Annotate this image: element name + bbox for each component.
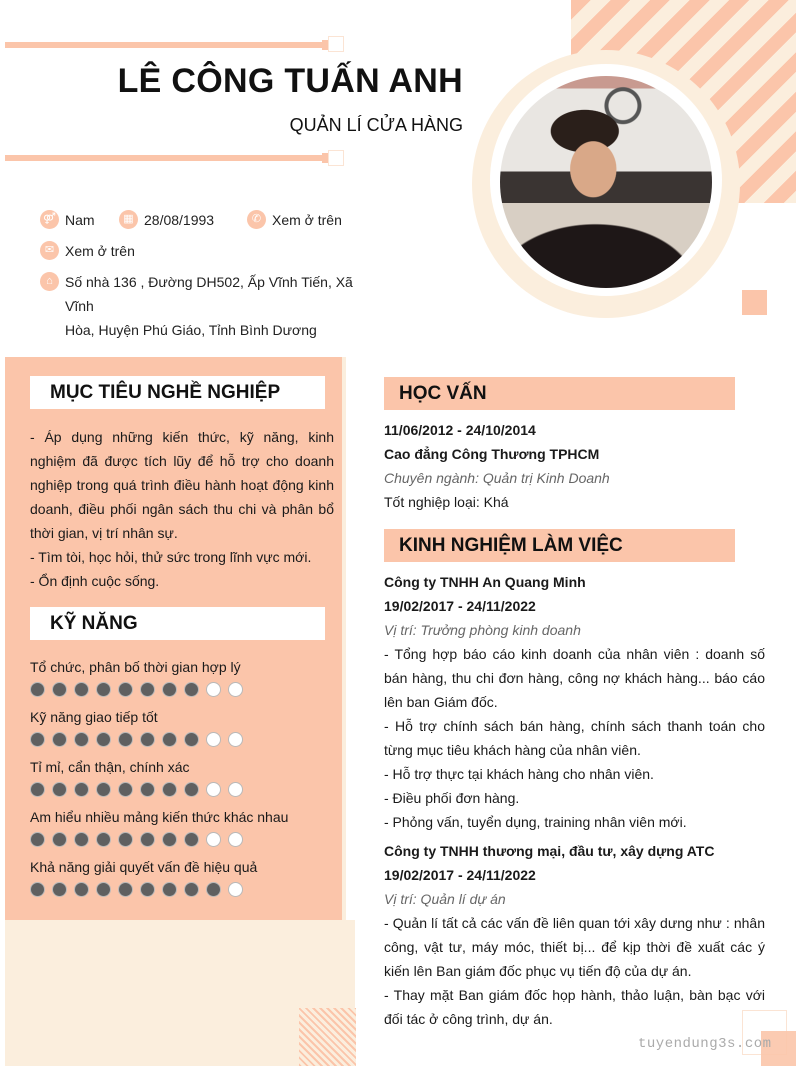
job-position: Vị trí: Quản lí dự án <box>384 891 506 907</box>
rating-dot-filled <box>140 782 155 797</box>
job-period: 19/02/2017 - 24/11/2022 <box>384 598 536 614</box>
rating-dot-filled <box>52 782 67 797</box>
education-major: Chuyên ngành: Quản trị Kinh Doanh <box>384 470 610 486</box>
avatar-photo <box>500 76 712 288</box>
education-school: Cao đẳng Công Thương TPHCM <box>384 446 600 462</box>
rating-dot-filled <box>74 732 89 747</box>
header-line-bottom <box>5 155 323 161</box>
rating-dot-filled <box>30 782 45 797</box>
rating-dot-filled <box>30 882 45 897</box>
job-title: QUẢN LÍ CỬA HÀNG <box>289 115 463 135</box>
skill-name: Kỹ năng giao tiếp tốt <box>30 709 158 725</box>
contact-gender <box>40 210 95 232</box>
rating-dot-filled <box>30 832 45 847</box>
rating-dot-empty <box>206 732 221 747</box>
job-duty: - Quản lí tất cả các vấn đề liên quan tới xây dưng như : nhân công, vật tư, máy móc, thiết bị... để kịp thời đề xuất các ý kiến lên Ban giám đốc phục vụ tiến độ của dự án. <box>384 915 765 979</box>
skill-item <box>30 757 330 797</box>
objective-paragraph: - Áp dụng những kiến thức, kỹ năng, kinh nghiệm đã được tích lũy để hỗ trợ cho doanh nghiệp trong quá trình điều hành hoạt động kinh doanh, điều phối ngân sách thu chi và phân bổ thời gian, vị trí nhân sự. <box>30 429 334 541</box>
experience-entry <box>384 570 765 834</box>
objective-paragraph: - Tìm tòi, học hỏi, thử sức trong lĩnh vực mới. <box>30 549 312 565</box>
skill-item <box>30 857 330 897</box>
address-line-1: Số nhà 136 , Đường DH502, Ấp Vĩnh Tiến, Xã Vĩnh <box>65 274 353 314</box>
rating-dot-filled <box>74 832 89 847</box>
rating-dot-filled <box>118 682 133 697</box>
rating-dot-filled <box>74 782 89 797</box>
rating-dot-filled <box>162 882 177 897</box>
skills-heading: KỸ NĂNG <box>30 607 325 640</box>
rating-dot-filled <box>140 832 155 847</box>
rating-dot-filled <box>118 732 133 747</box>
job-duty: - Hỗ trợ thực tại khách hàng cho nhân viên. <box>384 766 654 782</box>
email-icon: ✉ <box>40 241 59 260</box>
rating-dot-filled <box>30 732 45 747</box>
job-position: Vị trí: Trưởng phòng kinh doanh <box>384 622 581 638</box>
skill-rating <box>30 882 330 897</box>
education-entry <box>384 418 765 514</box>
job-duty: - Tổng hợp báo cáo kinh doanh của nhân viên : doanh số bán hàng, thu chi đơn hàng, công nợ khách hàng... báo cáo lên ban Giám đốc. <box>384 646 765 710</box>
skill-name: Tỉ mỉ, cẩn thận, chính xác <box>30 759 190 775</box>
objective-paragraph: - Ổn định cuộc sống. <box>30 573 160 589</box>
job-duty: - Điều phối đơn hàng. <box>384 790 520 806</box>
rating-dot-empty <box>228 832 243 847</box>
rating-dot-filled <box>184 832 199 847</box>
rating-dot-filled <box>184 882 199 897</box>
birthday-value: 28/08/1993 <box>144 212 215 228</box>
phone-value: Xem ở trên <box>272 212 342 228</box>
rating-dot-filled <box>162 782 177 797</box>
rating-dot-filled <box>184 732 199 747</box>
rating-dot-filled <box>162 832 177 847</box>
header-line-bottom-box <box>328 150 344 166</box>
rating-dot-filled <box>30 682 45 697</box>
skill-item <box>30 657 330 697</box>
rating-dot-filled <box>206 882 221 897</box>
job-company: Công ty TNHH An Quang Minh <box>384 574 586 590</box>
hatch-decoration <box>299 1008 356 1066</box>
rating-dot-filled <box>52 682 67 697</box>
rating-dot-filled <box>162 682 177 697</box>
rating-dot-filled <box>118 782 133 797</box>
education-period: 11/06/2012 - 24/10/2014 <box>384 422 536 438</box>
job-duty: - Hỗ trợ chính sách bán hàng, chính sách thanh toán cho từng mục tiêu khách hàng của nhân viên. <box>384 718 765 758</box>
rating-dot-empty <box>228 682 243 697</box>
skill-item <box>30 807 330 847</box>
rating-dot-filled <box>140 882 155 897</box>
rating-dot-empty <box>206 682 221 697</box>
job-period: 19/02/2017 - 24/11/2022 <box>384 867 536 883</box>
contact-address <box>40 272 380 342</box>
rating-dot-filled <box>118 832 133 847</box>
rating-dot-filled <box>52 732 67 747</box>
rating-dot-filled <box>74 882 89 897</box>
gender-icon: ⚤ <box>40 210 59 229</box>
rating-dot-filled <box>184 682 199 697</box>
rating-dot-filled <box>96 732 111 747</box>
skill-name: Khả năng giải quyết vấn đề hiệu quả <box>30 859 258 875</box>
skill-rating <box>30 832 330 847</box>
job-duty: - Thay mặt Ban giám đốc họp hành, thảo luận, bàn bạc với đối tác ở công trình, dự án. <box>384 987 765 1027</box>
job-duty: - Phỏng vấn, tuyển dụng, training nhân viên mới. <box>384 814 687 830</box>
rating-dot-empty <box>228 732 243 747</box>
skill-rating <box>30 782 330 797</box>
skill-rating <box>30 682 330 697</box>
watermark: tuyendung3s.com <box>638 1036 772 1052</box>
experience-heading: KINH NGHIỆM LÀM VIỆC <box>384 529 735 562</box>
home-icon: ⌂ <box>40 272 59 291</box>
skill-name: Am hiểu nhiều mảng kiến thức khác nhau <box>30 809 289 825</box>
rating-dot-empty <box>206 832 221 847</box>
email-value: Xem ở trên <box>65 243 135 259</box>
skill-name: Tổ chức, phân bố thời gian hợp lý <box>30 659 241 675</box>
rating-dot-filled <box>52 832 67 847</box>
rating-dot-filled <box>52 882 67 897</box>
objective-heading: MỤC TIÊU NGHỀ NGHIỆP <box>30 376 325 409</box>
rating-dot-empty <box>206 782 221 797</box>
rating-dot-empty <box>228 782 243 797</box>
square-decoration <box>742 290 767 315</box>
experience-entry <box>384 839 765 1031</box>
phone-icon: ✆ <box>247 210 266 229</box>
rating-dot-filled <box>184 782 199 797</box>
rating-dot-filled <box>74 682 89 697</box>
rating-dot-filled <box>162 732 177 747</box>
rating-dot-filled <box>96 782 111 797</box>
address-line-2: Hòa, Huyện Phú Giáo, Tỉnh Bình Dương <box>65 322 317 338</box>
rating-dot-filled <box>96 882 111 897</box>
rating-dot-filled <box>96 832 111 847</box>
rating-dot-filled <box>118 882 133 897</box>
contact-phone <box>247 210 342 232</box>
candidate-name: LÊ CÔNG TUẤN ANH <box>117 62 463 100</box>
skill-item <box>30 707 330 747</box>
address-value <box>65 270 380 342</box>
gender-value: Nam <box>65 212 95 228</box>
header-line-top <box>5 42 323 48</box>
rating-dot-filled <box>140 682 155 697</box>
rating-dot-filled <box>96 682 111 697</box>
skill-rating <box>30 732 330 747</box>
contact-email <box>40 241 135 263</box>
education-heading: HỌC VẤN <box>384 377 735 410</box>
job-company: Công ty TNHH thương mại, đầu tư, xây dựng ATC <box>384 843 715 859</box>
education-grade: Tốt nghiệp loại: Khá <box>384 494 509 510</box>
header-line-top-box <box>328 36 344 52</box>
calendar-icon: ▦ <box>119 210 138 229</box>
objective-text <box>30 425 334 593</box>
rating-dot-empty <box>228 882 243 897</box>
rating-dot-filled <box>140 732 155 747</box>
contact-birthday <box>119 210 214 232</box>
